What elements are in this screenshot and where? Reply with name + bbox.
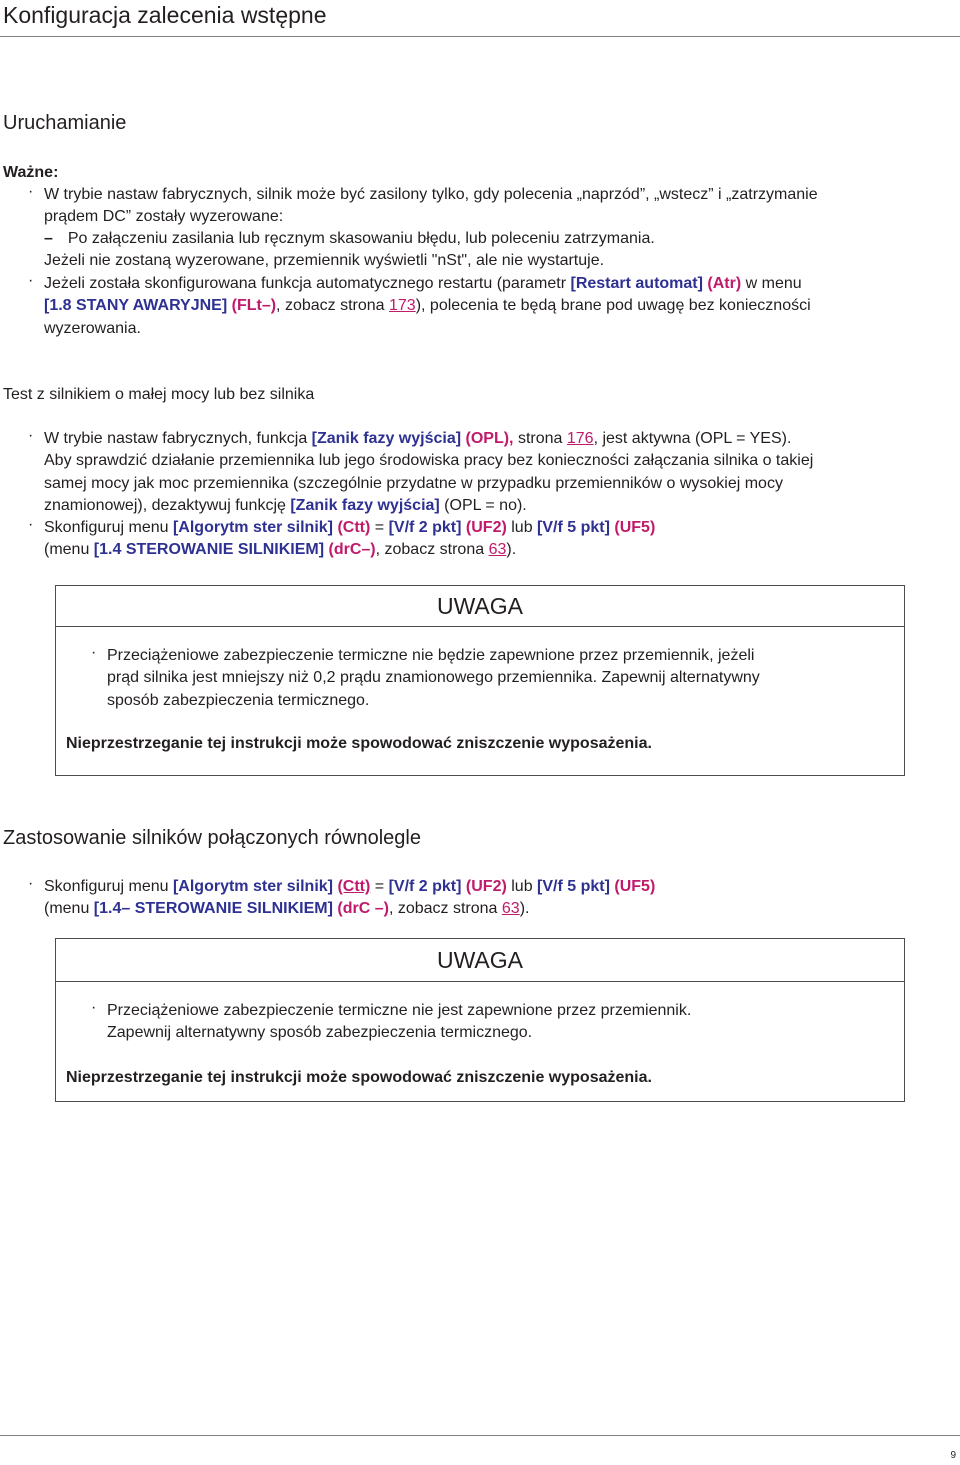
- dash-marker: –: [44, 230, 53, 247]
- warning-divider: [56, 981, 904, 982]
- code-ctt-link[interactable]: (Ctt): [337, 878, 371, 895]
- warning-footer: Nieprzestrzeganie tej instrukcji może spowodować zniszczenie wyposażenia.: [66, 735, 652, 752]
- page-number: 9: [950, 1450, 956, 1461]
- bullet-dot: ·: [91, 999, 97, 1016]
- footer-divider: [0, 1435, 960, 1436]
- param-restart-automat: [Restart automat]: [570, 275, 703, 292]
- parallel-bullet-1: · Skonfiguruj menu [Algorytm ster silnik] (Ctt) = [V/f 2 pkt] (UF2) lub [V/f 5 pkt] (UF5) (menu [1.4– STEROWANIE SILNIKIEM] (drC –), zobacz strona 63).: [28, 875, 656, 918]
- menu-sterowanie-silnikiem: [1.4 STEROWANIE SILNIKIEM]: [93, 541, 325, 559]
- value-vf5: [V/f 5 pkt]: [537, 878, 610, 895]
- test-bullet-2: · Skonfiguruj menu [Algorytm ster silnik] (Ctt) = [V/f 2 pkt] (UF2) lub [V/f 5 pkt] (UF5) (menu [1.4 STEROWANIE SILNIKIEM] (drC–), zobacz strona 63).: [28, 516, 656, 559]
- page-title: Konfiguracja zalecenia wstępne: [3, 2, 327, 28]
- warning-box-parallel: [55, 938, 905, 1102]
- warning-bullet: · Przeciążeniowe zabezpieczenie termiczne nie jest zapewnione przez przemiennik. Zapewnij alternatywny sposób zabezpieczenia termicznego.: [91, 999, 692, 1042]
- bullet-dot: ·: [91, 644, 97, 661]
- param-algorytm-ster: [Algorytm ster silnik]: [172, 519, 333, 536]
- bullet-dot: ·: [28, 183, 34, 200]
- warning-title: UWAGA: [436, 947, 524, 973]
- code-uf2: (UF2): [465, 519, 507, 536]
- code-drc: (drC –): [337, 900, 389, 918]
- bullet-dot: ·: [28, 516, 34, 533]
- warning-divider: [56, 626, 904, 627]
- header-divider: [0, 36, 960, 37]
- section-heading-parallel: Zastosowanie silników połączonych równolegle: [3, 827, 421, 849]
- bullet-dot: ·: [28, 427, 34, 444]
- page-link-63[interactable]: 63: [488, 541, 507, 559]
- section-heading-test: Test z silnikiem o małej mocy lub bez silnika: [3, 386, 315, 403]
- warning-box-test: [55, 585, 905, 776]
- warning-title: UWAGA: [436, 593, 524, 619]
- code-uf2: (UF2): [465, 878, 507, 895]
- section-heading-startup: Uruchamianie: [3, 112, 127, 134]
- bullet-dot: ·: [28, 272, 34, 289]
- startup-sub-item: – Po załączeniu zasilania lub ręcznym skasowaniu błędu, lub poleceniu zatrzymania. Jeżeli nie zostaną wyzerowane, przemiennik wyświetli "nSt", ale nie wystartuje.: [44, 230, 655, 270]
- param-algorytm-ster: [Algorytm ster silnik]: [172, 878, 333, 895]
- menu-stany-awaryjne: [1.8 STANY AWARYJNE]: [44, 297, 228, 315]
- warning-footer: Nieprzestrzeganie tej instrukcji może spowodować zniszczenie wyposażenia.: [66, 1069, 652, 1086]
- bullet-dot: ·: [28, 875, 34, 892]
- code-flt: (FLt–): [231, 297, 277, 315]
- page-link-176[interactable]: 176: [566, 430, 594, 447]
- code-atr: (Atr): [707, 275, 742, 292]
- value-vf5: [V/f 5 pkt]: [537, 519, 610, 536]
- test-bullet-1: · W trybie nastaw fabrycznych, funkcja [Zanik fazy wyjścia] (OPL), strona 176, jest aktywna (OPL = YES). Aby sprawdzić działanie przemiennika lub jego środowiska pracy bez konieczności załączania silnika o takiej samej mocy jak moc przemiennika (szczególnie przydatne w przypadku przemienników o wysokiej mocy znamionowej), dezaktywuj funkcję [Zanik fazy wyjścia] (OPL = no).: [28, 427, 814, 514]
- value-vf2: [V/f 2 pkt]: [388, 878, 462, 895]
- code-drc: (drC–): [328, 541, 376, 559]
- param-zanik-fazy: [Zanik fazy wyjścia]: [290, 496, 440, 514]
- page-link-63[interactable]: 63: [501, 900, 520, 918]
- menu-sterowanie-silnikiem: [1.4– STEROWANIE SILNIKIEM]: [93, 900, 333, 918]
- param-zanik-fazy: [Zanik fazy wyjścia]: [311, 430, 462, 447]
- page-link-173[interactable]: 173: [389, 297, 416, 315]
- code-opl: (OPL),: [465, 430, 514, 447]
- warning-bullet: · Przeciążeniowe zabezpieczenie termiczne nie będzie zapewnione przez przemiennik, jeżeli prąd silnika jest mniejszy niż 0,2 prądu znamionowego przemiennika. Zapewnij alternatywny sposób zabezpieczenia termicznego.: [91, 644, 760, 709]
- code-uf5: (UF5): [614, 878, 656, 895]
- value-vf2: [V/f 2 pkt]: [388, 519, 462, 536]
- important-label: Ważne:: [3, 164, 59, 181]
- code-uf5: (UF5): [614, 519, 656, 536]
- startup-bullet-2: · Jeżeli została skonfigurowana funkcja automatycznego restartu (parametr [Restart automat] (Atr) w menu [1.8 STANY AWARYJNE] (FLt–), zobacz strona 173), polecenia te będą brane pod uwagę bez konieczności wyzerowania.: [28, 272, 811, 337]
- code-ctt: (Ctt): [337, 519, 371, 536]
- startup-bullet-1: · W trybie nastaw fabrycznych, silnik może być zasilony tylko, gdy polecenia „naprzód”, „wstecz” i „zatrzymanie prądem DC” zostały wyzerowane:: [28, 183, 818, 226]
